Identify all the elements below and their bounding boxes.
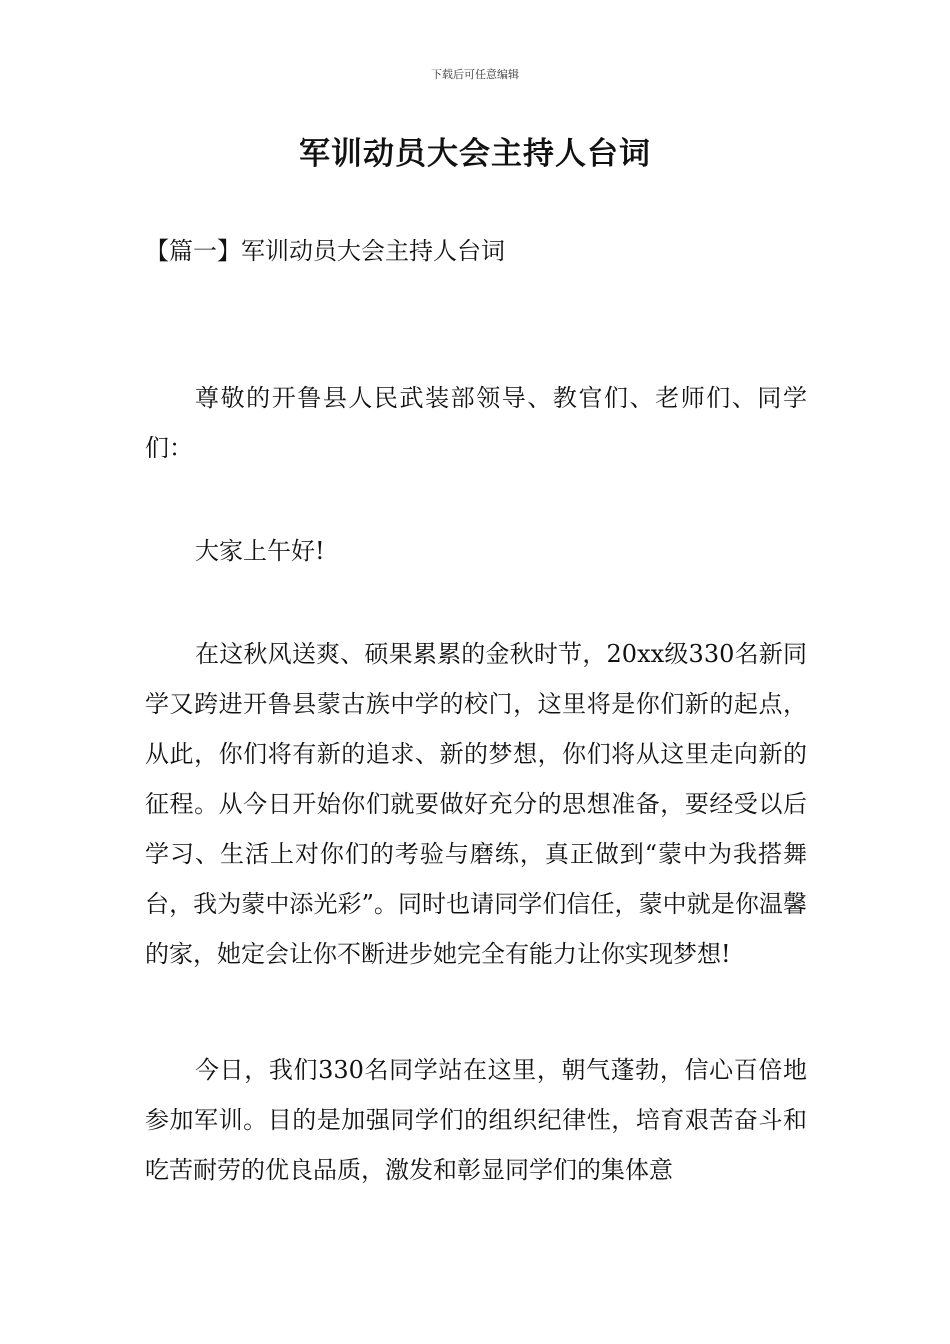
paragraph-purpose: 今日，我们330名同学站在这里，朝气蓬勃，信心百倍地参加军训。目的是加强同学们的组织纪律性，培育艰苦奋斗和吃苦耐劳的优良品质，激发和彰显同学们的集体意	[145, 1056, 807, 1184]
document-title: 军训动员大会主持人台词	[299, 136, 651, 172]
page-header-note: 下载后可任意编辑	[431, 68, 519, 81]
paragraph-greeting: 大家上午好!	[195, 537, 325, 565]
section-heading: 【篇一】军训动员大会主持人台词	[145, 237, 505, 265]
paragraph-welcome: 在这秋风送爽、硕果累累的金秋时节，20xx级330名新同学又跨进开鲁县蒙古族中学的校门，这里将是你们新的起点，从此，你们将有新的追求、新的梦想，你们将从这里走向新的征程。从今日开始你们就要做好充分的思想准备，要经受以后学习、生活上对你们的考验与磨练，真正做到“蒙中为我搭舞台，我为蒙中添光彩”。同时也请同学们信任，蒙中就是你温馨的家，她定会让你不断进步她完全有能力让你实现梦想!	[145, 640, 807, 968]
paragraph-salutation: 尊敬的开鲁县人民武装部领导、教官们、老师们、同学们：	[145, 384, 807, 462]
document-body	[145, 373, 807, 1261]
